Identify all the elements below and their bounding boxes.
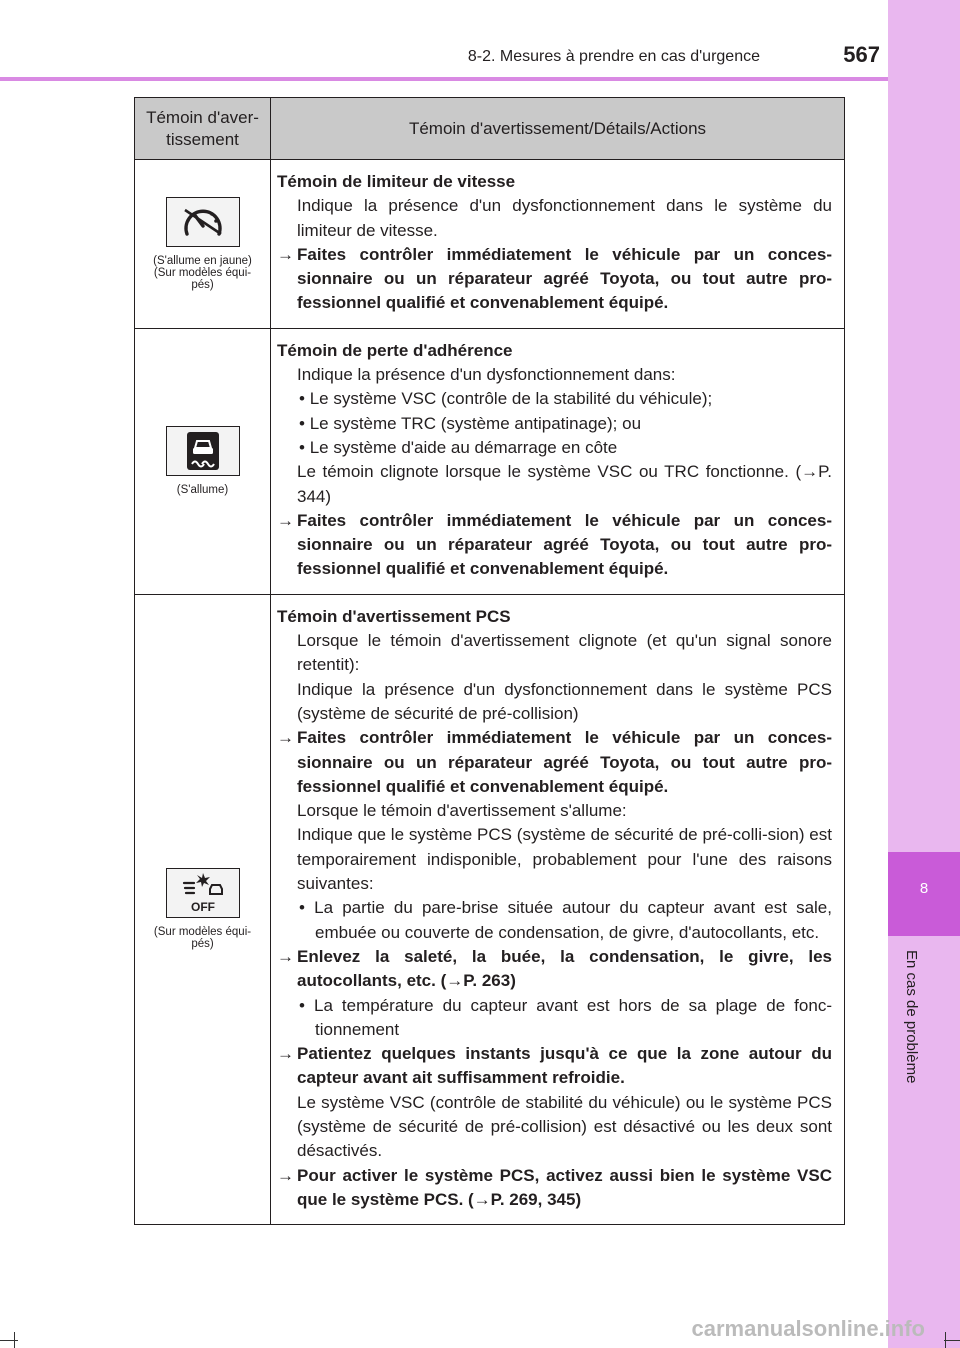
icon-cell xyxy=(135,160,271,329)
slip-indicator-icon xyxy=(166,426,240,476)
arrow-icon: → xyxy=(277,1044,294,1064)
list-item: • Le système d'aide au démarrage en côte xyxy=(299,437,618,457)
description: Le témoin clignote lorsque le système VSC ou TRC fonctionne. (→P. 344) xyxy=(297,462,832,506)
arrow-icon: → xyxy=(277,728,294,748)
list-item: • Le système TRC (système antipatinage); ou xyxy=(299,413,642,433)
header-rule xyxy=(0,77,888,81)
description: Lorsque le témoin d'avertissement clignote (et qu'un signal sonore retentit): xyxy=(297,631,832,675)
warning-light-table xyxy=(134,97,845,1225)
chapter-number: 8 xyxy=(888,852,960,936)
description: Indique que le système PCS (système de sécurité de pré-colli-sion) est temporairement indisponible, probablement pour l'une des raisons suivantes: xyxy=(297,825,832,894)
page-number: 567 xyxy=(843,42,880,67)
crop-mark xyxy=(0,1340,18,1341)
svg-text:OFF: OFF xyxy=(190,900,215,915)
icon-cell xyxy=(135,594,271,1224)
description: Indique la présence d'un dysfonctionnement dans le système PCS (système de sécurité de pré-collision) xyxy=(297,679,832,723)
speed-limiter-icon xyxy=(166,197,240,247)
light-title: Témoin de limiteur de vitesse xyxy=(277,172,516,191)
action-text: → Faites contrôler immédiatement le véhicule par un conces-sionnaire ou un réparateur agréé Toyota, ou tout autre pro-fessionnel qualifié et convenablement équipé. xyxy=(277,244,832,313)
icon-note: (S'allume) xyxy=(176,484,229,497)
arrow-icon: → xyxy=(277,244,294,264)
description: Indique la présence d'un dysfonctionnement dans le système du limiteur de vitesse. xyxy=(297,196,832,240)
arrow-icon: → xyxy=(277,946,294,966)
table-row xyxy=(135,594,845,1224)
arrow-icon: → xyxy=(277,510,294,530)
watermark-logo: carmanualsonline.info xyxy=(691,1316,925,1341)
details-cell xyxy=(271,328,845,594)
icon-note: (Sur modèles équi- pés) xyxy=(153,926,252,951)
details-cell xyxy=(271,160,845,329)
icon-note: (S'allume en jaune) (Sur modèles équi- pés) xyxy=(153,254,252,291)
column-header-light: Témoin d'aver- tissement xyxy=(135,98,271,160)
list-item: • La partie du pare-brise située autour du capteur avant est sale, embuée ou couverte de condensation, de givre, d'autocollants, etc. xyxy=(299,898,832,942)
action-text: → Patientez quelques instants jusqu'à ce que la zone autour du capteur avant ait suffisamment refroidie. xyxy=(277,1044,832,1088)
section-title: 8-2. Mesures à prendre en cas d'urgence xyxy=(467,48,760,65)
details-cell xyxy=(271,594,845,1224)
list-item: • Le système VSC (contrôle de la stabilité du véhicule); xyxy=(299,389,713,409)
action-text: → Pour activer le système PCS, activez aussi bien le système VSC que le système PCS. (→P. 269, 345) xyxy=(277,1165,832,1209)
light-title: Témoin de perte d'adhérence xyxy=(277,340,513,360)
table-row xyxy=(135,160,845,329)
chapter-label: En cas de problème xyxy=(903,950,920,1084)
light-title: Témoin d'avertissement PCS xyxy=(277,606,511,626)
action-text: → Faites contrôler immédiatement le véhicule par un conces-sionnaire ou un réparateur agréé Toyota, ou tout autre pro-fessionnel qualifié et convenablement équipé. xyxy=(277,728,832,796)
list-item: • La température du capteur avant est hors de sa plage de fonc-tionnement xyxy=(299,995,832,1039)
table-header-row xyxy=(135,98,845,160)
description: Le système VSC (contrôle de stabilité du véhicule) ou le système PCS (système de sécurité de pré-collision) est désactivé ou les deux sont désactivés. xyxy=(297,1092,832,1161)
description: Indique la présence d'un dysfonctionnement dans: xyxy=(297,365,676,385)
description: Lorsque le témoin d'avertissement s'allume: xyxy=(297,801,627,821)
table-row xyxy=(135,328,845,594)
action-text: → Faites contrôler immédiatement le véhicule par un conces-sionnaire ou un réparateur agréé Toyota, ou tout autre pro-fessionnel qualifié et convenablement équipé. xyxy=(277,510,832,579)
icon-cell xyxy=(135,328,271,594)
crop-mark xyxy=(944,1340,960,1341)
chapter-tab-strip xyxy=(888,0,960,1348)
pcs-off-icon xyxy=(166,868,240,918)
action-text: → Enlevez la saleté, la buée, la condensation, le givre, les autocollants, etc. (→P. 263) xyxy=(277,946,832,991)
column-header-details: Témoin d'avertissement/Détails/Actions xyxy=(271,98,845,160)
arrow-icon: → xyxy=(277,1165,294,1185)
